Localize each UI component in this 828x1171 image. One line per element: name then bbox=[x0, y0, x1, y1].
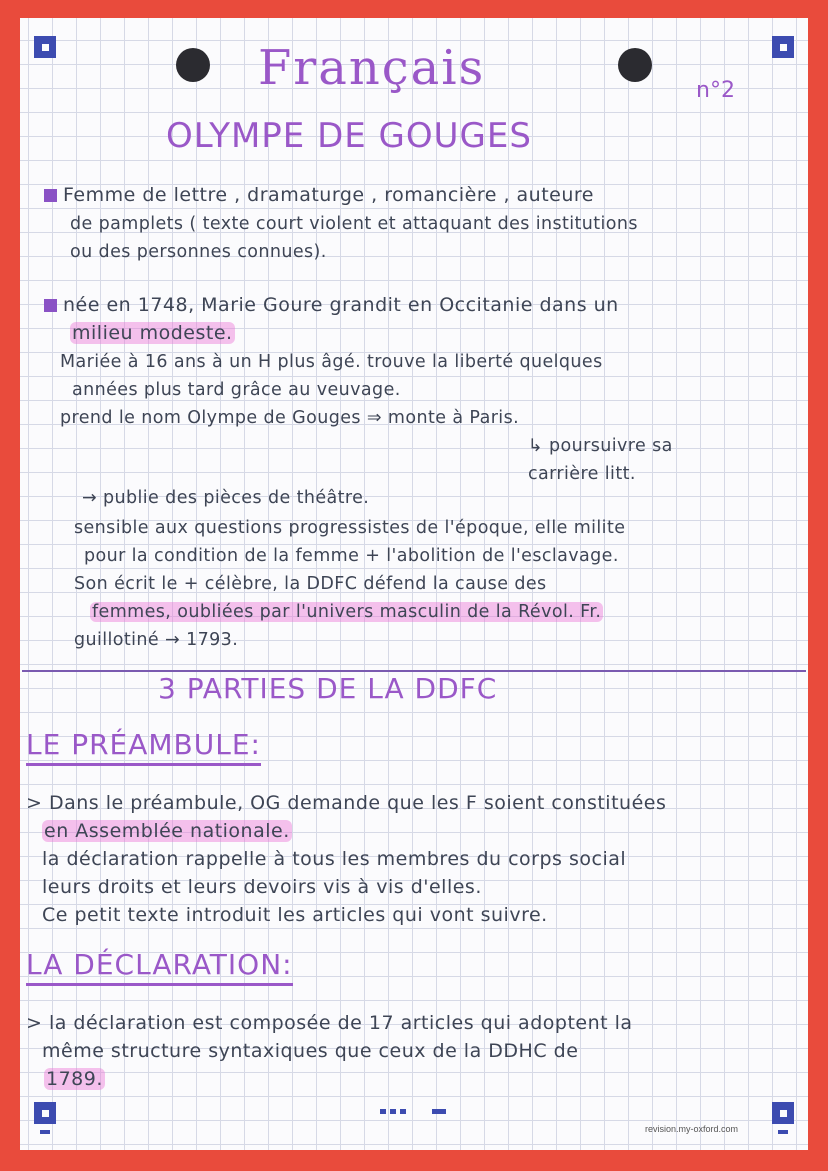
bullet-square-icon bbox=[44, 189, 57, 202]
corner-tick-icon bbox=[778, 1130, 788, 1134]
intro-line-1 bbox=[44, 184, 594, 206]
bio-line-1 bbox=[44, 294, 619, 316]
preamble-heading-text: LE PRÉAMBULE: bbox=[26, 728, 261, 766]
corner-tick-icon bbox=[40, 1130, 50, 1134]
bio-line-12 bbox=[90, 602, 603, 622]
declaration-heading-text: LA DÉCLARATION: bbox=[26, 948, 293, 986]
punch-hole-right bbox=[618, 48, 652, 82]
grid-paper-sheet bbox=[20, 18, 808, 1150]
parts-heading: 3 PARTIES DE LA DDFC bbox=[158, 672, 498, 705]
bio-text-2: milieu modeste. bbox=[72, 322, 233, 344]
preamble-heading bbox=[26, 728, 261, 761]
intro-text-1: Femme de lettre , dramaturge , romancière , auteure bbox=[63, 184, 594, 206]
bio-line-7: carrière litt. bbox=[528, 464, 636, 484]
bio-line-3: Mariée à 16 ans à un H plus âgé. trouve la liberté quelques bbox=[60, 352, 603, 372]
corner-marker-icon bbox=[34, 36, 56, 58]
bio-line-8: → publie des pièces de théâtre. bbox=[82, 488, 370, 508]
punch-hole-left bbox=[176, 48, 210, 82]
bio-text-1: née en 1748, Marie Goure grandit en Occitanie dans un bbox=[63, 294, 619, 316]
bio-line-4: années plus tard grâce au veuvage. bbox=[72, 380, 401, 400]
bio-line-11: Son écrit le + célèbre, la DDFC défend la cause des bbox=[74, 574, 547, 594]
bio-line-6: ↳ poursuivre sa bbox=[528, 436, 673, 456]
corner-marker-icon bbox=[34, 1102, 56, 1124]
page-indicator-dots bbox=[380, 1109, 406, 1114]
footer-url: revision.my-oxford.com bbox=[644, 1124, 738, 1134]
preamble-line-1: > Dans le préambule, OG demande que les F soient constituées bbox=[26, 792, 667, 814]
declaration-line-2: même structure syntaxiques que ceux de la DDHC de bbox=[42, 1040, 579, 1062]
preamble-text-2: en Assemblée nationale. bbox=[44, 820, 290, 842]
bio-line-10: pour la condition de la femme + l'abolition de l'esclavage. bbox=[84, 546, 619, 566]
intro-line-2: de pamplets ( texte court violent et attaquant des institutions bbox=[70, 214, 638, 234]
bio-line-5: prend le nom Olympe de Gouges ⇒ monte à Paris. bbox=[60, 408, 520, 428]
page-number: n°2 bbox=[696, 78, 735, 103]
preamble-line-5: Ce petit texte introduit les articles qui vont suivre. bbox=[42, 904, 548, 926]
page-indicator-bar bbox=[432, 1109, 446, 1114]
bio-text-12: femmes, oubliées par l'univers masculin de la Révol. Fr. bbox=[92, 602, 602, 622]
declaration-line-1: > la déclaration est composée de 17 articles qui adoptent la bbox=[26, 1012, 633, 1034]
preamble-line-3: la déclaration rappelle à tous les membres du corps social bbox=[42, 848, 627, 870]
declaration-heading bbox=[26, 948, 293, 981]
corner-marker-icon bbox=[772, 1102, 794, 1124]
page-title: Français bbox=[258, 40, 486, 96]
bio-line-9: sensible aux questions progressistes de l'époque, elle milite bbox=[74, 518, 626, 538]
bullet-square-icon bbox=[44, 299, 57, 312]
page-subtitle: OLYMPE DE GOUGES bbox=[166, 116, 532, 156]
intro-line-3: ou des personnes connues). bbox=[70, 242, 327, 262]
preamble-line-4: leurs droits et leurs devoirs vis à vis d'elles. bbox=[42, 876, 482, 898]
preamble-line-2 bbox=[42, 820, 292, 842]
declaration-line-3 bbox=[44, 1068, 105, 1090]
declaration-text-3: 1789. bbox=[46, 1068, 103, 1090]
corner-marker-icon bbox=[772, 36, 794, 58]
bio-line-2 bbox=[70, 322, 235, 344]
bio-line-13: guillotiné → 1793. bbox=[74, 630, 239, 650]
